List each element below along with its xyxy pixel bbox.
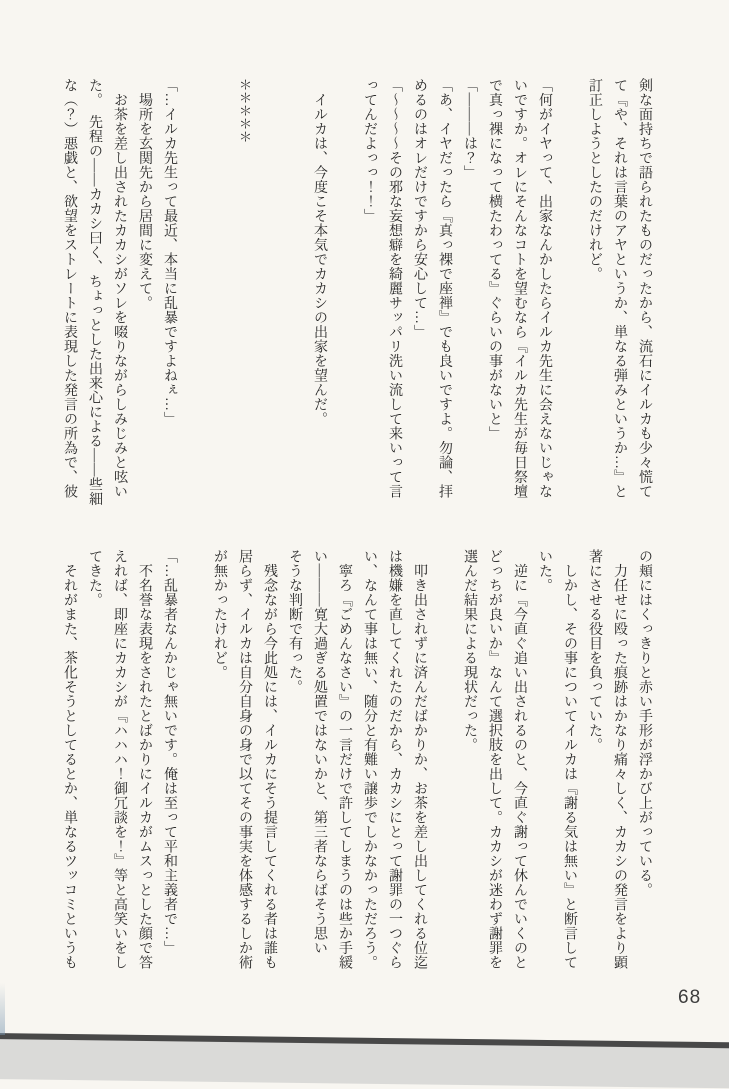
text-column: が無かったけれど。 xyxy=(212,549,227,680)
text-column: い、なんて事は無い、随分と有難い譲歩でしかなかっただろう。 xyxy=(362,549,377,970)
text-column: 寧ろ『ごめんなさい』の一言だけで許してしまうのは些か手緩 xyxy=(337,549,352,970)
text-column: お茶を差し出されたカカシがソレを啜りながらしみじみと呟い xyxy=(112,78,127,499)
text-column: イルカは、今度こそ本気でカカシの出家を望んだ。 xyxy=(312,78,327,426)
text-column: それがまた、茶化そうとしてるとか、単なるツッコミというも xyxy=(62,549,77,970)
text-column: 著にさせる役目を負っていた。 xyxy=(587,549,602,752)
text-column: は機嫌を直してくれたのだから、カカシにとって謝罪の一つぐら xyxy=(387,549,402,970)
column-gap xyxy=(182,78,207,502)
text-column: てきた。 xyxy=(87,549,102,607)
text-column: 力任せに殴った痕跡はかなり痛々しく、カカシの発言をより顕 xyxy=(612,549,627,970)
text-column: 叩き出されずに済んだばかりか、お茶を差し出してくれる位迄 xyxy=(412,549,427,970)
text-column: 「何がイヤって、出家なんかしたらイルカ先生に会えないじゃな xyxy=(537,78,552,499)
text-column: 選んだ結果による現状だった。 xyxy=(462,549,477,752)
column-gap xyxy=(257,78,282,502)
text-column: 「～～～～その邪な妄想癖を綺麗サッパリ洗い流して来いって言 xyxy=(387,78,402,499)
text-column: 「…乱暴者なんかじゃ無いです。俺は至って平和主義者で…」 xyxy=(162,549,177,955)
text-column: い―――寛大過ぎる処置ではないかと、第三者ならばそう思い xyxy=(312,549,327,955)
text-band-lower xyxy=(57,549,657,987)
text-column: そうな判断で有った。 xyxy=(287,549,302,694)
text-column: 場所を玄関先から居間に変えて。 xyxy=(137,78,152,310)
text-column: で真っ裸になって横たわってる』ぐらいの事がないと」 xyxy=(487,78,502,441)
text-column: 残念ながら今此処には、イルカにそう提言してくれる者は誰も xyxy=(262,549,277,970)
text-column: 居らず、イルカは自分自身の身で以てその事実を体感するしか術 xyxy=(237,549,252,970)
text-column: いですか。オレにそんなコトを望むなら『イルカ先生が毎日祭壇 xyxy=(512,78,527,499)
text-column: 剣な面持ちで語られたものだったから、流石にイルカも少々慌て xyxy=(637,78,652,499)
text-column: 逆に『今直ぐ追い出されるのと、今直ぐ謝って休んでいくのと xyxy=(512,549,527,970)
column-gap xyxy=(557,78,582,502)
text-column: しかし、その事についてイルカは『謝る気は無い』と断言して xyxy=(562,549,577,970)
column-gap xyxy=(332,78,357,502)
page-left-edge xyxy=(0,983,5,1035)
page-number: 68 xyxy=(678,987,702,1008)
column-gap xyxy=(207,78,232,502)
text-column: の頬にはくっきりと赤い手形が浮かび上がっている。 xyxy=(637,549,652,897)
text-column: いた。 xyxy=(537,549,552,593)
text-band-upper xyxy=(57,78,657,506)
page-bottom-edge xyxy=(0,1033,729,1089)
column-gap xyxy=(432,549,457,987)
text-column: ってんだよっっ！！」 xyxy=(362,78,377,223)
text-column: めるのはオレだけですから安心して…」 xyxy=(412,78,427,339)
text-column: 「―――は？」 xyxy=(462,78,477,180)
text-column: た。 先程の――カカシ曰く、ちょっとした出来心による――些細 xyxy=(87,78,102,506)
text-column: な（？）悪戯と、欲望をストレートに表現した発言の所為で、彼 xyxy=(62,78,77,499)
text-column: どっちが良いか』なんて選択肢を出して。カカシが迷わず謝罪を xyxy=(487,549,502,970)
text-column: 「あ、イヤだったら『真っ裸で座禅』でも良いですよ。勿論、拝 xyxy=(437,78,452,499)
column-gap xyxy=(182,549,207,987)
text-column: 訂正しようとしたのだけれど。 xyxy=(587,78,602,281)
text-column: 「…イルカ先生って最近、本当に乱暴ですよねぇ…」 xyxy=(162,78,177,426)
section-divider: ＊＊＊＊＊ xyxy=(237,78,252,143)
text-column: て『や、それは言葉のアヤというか、単なる弾みというか…』と xyxy=(612,78,627,499)
text-column: えれば、即座にカカシが『ハハハ！御冗談を！』等と高笑いをし xyxy=(112,549,127,970)
text-column: 不名誉な表現をされたとばかりにイルカがムスっとした顔で答 xyxy=(137,549,152,970)
column-gap xyxy=(282,78,307,502)
